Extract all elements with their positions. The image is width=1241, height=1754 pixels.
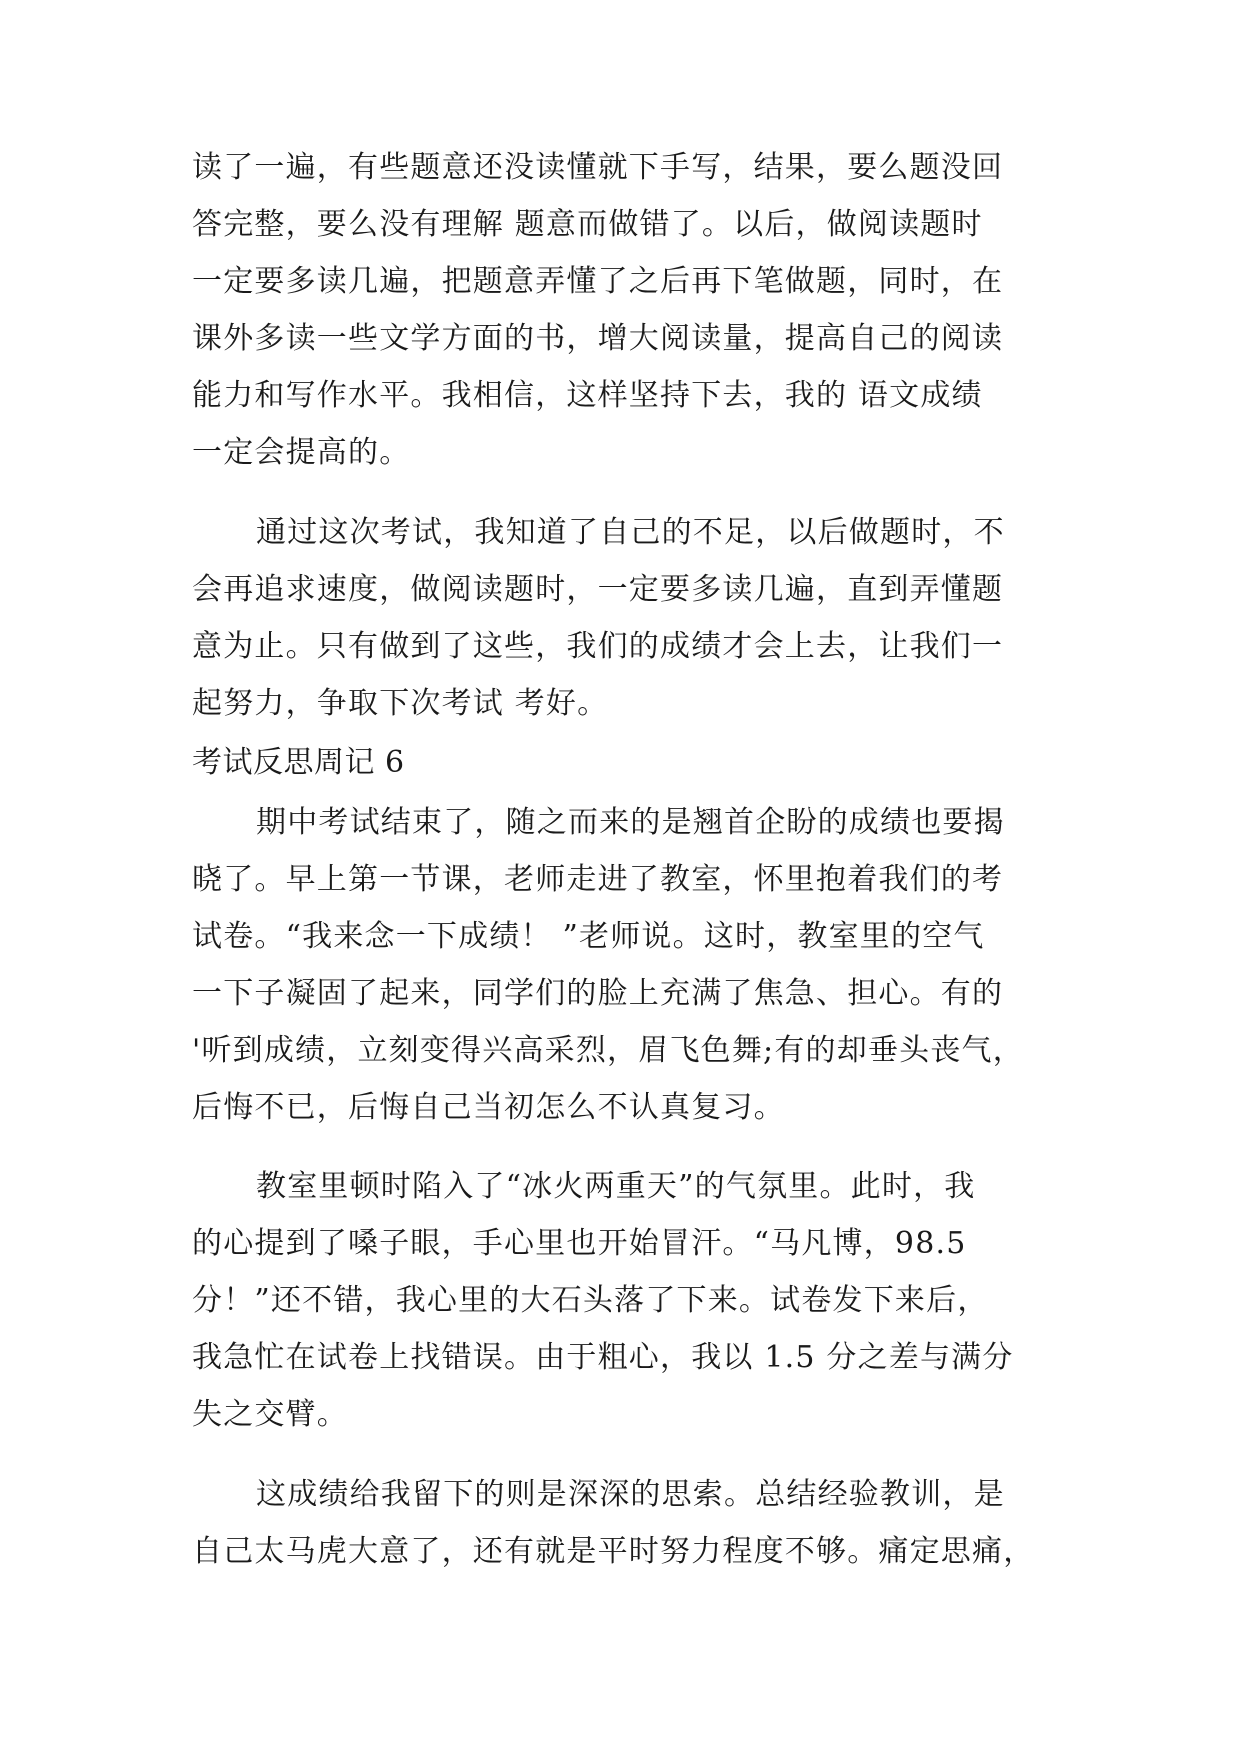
text-line: 自己太马虎大意了，还有就是平时努力程度不够。痛定思痛， xyxy=(192,1534,1035,1569)
text-line: 试卷。“我来念一下成绩！ ”老师说。这时，教室里的空气 xyxy=(192,919,985,954)
text-line: 能力和写作水平。我相信，这样坚持下去，我的 语文成绩 xyxy=(192,378,983,413)
section-heading: 考试反思周记 6 xyxy=(192,745,405,780)
paragraph-first-line: 教室里顿时陷入了“冰火两重天”的气氛里。此时，我 xyxy=(256,1169,976,1204)
text-line: 后悔不已，后悔自己当初怎么不认真复习。 xyxy=(192,1090,785,1125)
text-line: 答完整，要么没有理解 题意而做错了。以后，做阅读题时 xyxy=(192,207,983,242)
text-line: 课外多读一些文学方面的书，增大阅读量，提高自己的阅读 xyxy=(192,321,1004,356)
paragraph-first-line: 通过这次考试，我知道了自己的不足，以后做题时，不 xyxy=(256,515,1005,550)
text-line: 会再追求速度，做阅读题时，一定要多读几遍，直到弄懂题 xyxy=(192,572,1004,607)
text-line: 失之交臂。 xyxy=(192,1397,348,1432)
text-line: 的心提到了嗓子眼，手心里也开始冒汗。“马凡博，98.5 xyxy=(192,1226,967,1261)
text-line: 一下子凝固了起来，同学们的脸上充满了焦急、担心。有的 xyxy=(192,976,1004,1011)
text-line: 一定要多读几遍，把题意弄懂了之后再下笔做题，同时，在 xyxy=(192,264,1004,299)
text-line: 晓了。早上第一节课，老师走进了教室，怀里抱着我们的考 xyxy=(192,862,1004,897)
text-line: 读了一遍，有些题意还没读懂就下手写，结果，要么题没回 xyxy=(192,150,1004,185)
text-line: 起努力，争取下次考试 考好。 xyxy=(192,686,609,721)
text-line: 一定会提高的。 xyxy=(192,435,411,470)
paragraph-first-line: 这成绩给我留下的则是深深的思索。总结经验教训，是 xyxy=(256,1477,1005,1512)
text-line: 分！”还不错，我心里的大石头落了下来。试卷发下来后， xyxy=(192,1283,989,1318)
text-line: 我急忙在试卷上找错误。由于粗心，我以 1.5 分之差与满分 xyxy=(192,1340,1014,1375)
text-line: '听到成绩，立刻变得兴高采烈，眉飞色舞;有的却垂头丧气， xyxy=(192,1033,1024,1068)
paragraph-first-line: 期中考试结束了，随之而来的是翘首企盼的成绩也要揭 xyxy=(256,805,1005,840)
text-line: 意为止。只有做到了这些，我们的成绩才会上去，让我们一 xyxy=(192,629,1004,664)
